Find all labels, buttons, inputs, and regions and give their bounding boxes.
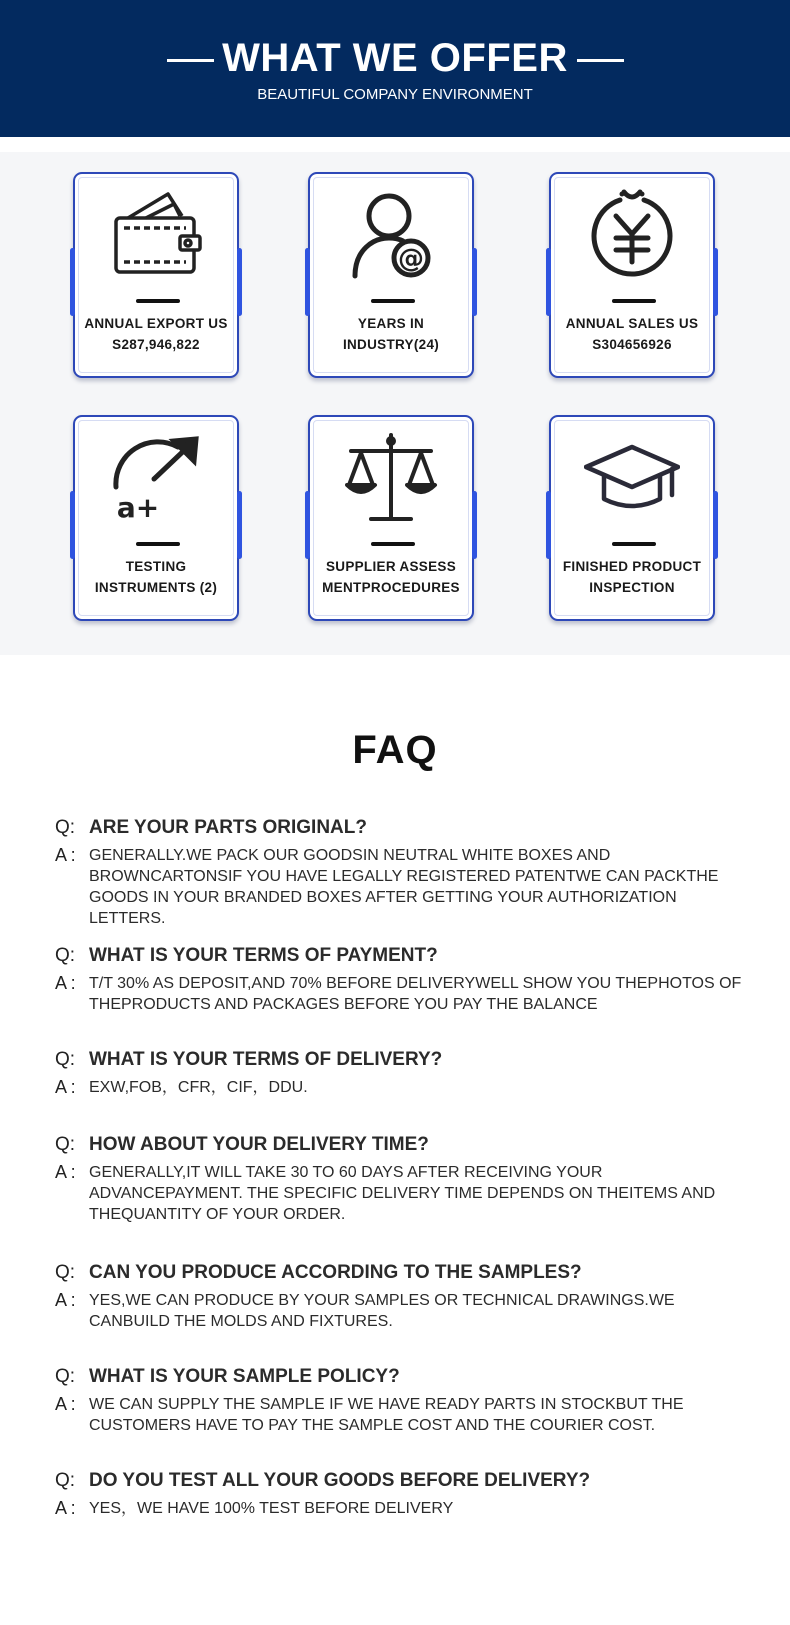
- header-banner: [0, 0, 790, 137]
- card-divider: [371, 542, 415, 546]
- answer-marker: A :: [55, 1162, 76, 1182]
- faq-item: [55, 1132, 750, 1225]
- card-divider: [136, 299, 180, 303]
- faq-item: [55, 815, 750, 929]
- svg-text:a+: a+: [116, 491, 160, 524]
- card-divider: [612, 299, 656, 303]
- answer-marker: A :: [55, 1498, 76, 1518]
- page-title: WHAT WE OFFER: [222, 36, 568, 80]
- answer-marker: A :: [55, 1290, 76, 1310]
- faq-item: [55, 1364, 750, 1436]
- offer-card-years: [308, 172, 474, 378]
- faq-item: [55, 943, 750, 1015]
- offer-label: SUPPLIER ASSESS MENTPROCEDURES: [322, 559, 460, 595]
- offer-card-inspection: [549, 415, 715, 621]
- gauge-arrow-icon: [108, 431, 204, 527]
- question-text: CAN YOU PRODUCE ACCORDING TO THE SAMPLES?: [89, 1262, 582, 1283]
- faq-heading: FAQ: [352, 728, 438, 772]
- answer-text: GENERALLY.WE PACK OUR GOODSIN NEUTRAL WHITE BOXES AND BROWNCARTONSIF YOU HAVE LEGALLY REGISTERED PATENTWE CAN PACKTHE GOODS IN YOUR BRANDED BOXES AFTER GETTING YOUR AUTHORIZATION LETTERS.: [89, 847, 719, 927]
- offer-label: TESTING INSTRUMENTS (2): [94, 559, 218, 595]
- question-text: DO YOU TEST ALL YOUR GOODS BEFORE DELIVERY?: [89, 1470, 591, 1491]
- question-marker: Q:: [55, 1134, 76, 1155]
- question-text: WHAT IS YOUR TERMS OF DELIVERY?: [89, 1049, 443, 1070]
- faq-item: [55, 1047, 750, 1098]
- page-subtitle: BEAUTIFUL COMPANY ENVIRONMENT: [257, 86, 533, 103]
- svg-text:@: @: [398, 244, 424, 274]
- question-marker: Q:: [55, 1262, 76, 1283]
- answer-text: EXW,FOB，CFR，CIF，DDU.: [89, 1079, 308, 1096]
- answer-text: T/T 30% AS DEPOSIT,AND 70% BEFORE DELIVERYWELL SHOW YOU THEPHOTOS OF THEPRODUCTS AND PACKAGES BEFORE YOU PAY THE BALANCE: [89, 975, 742, 1013]
- answer-text: YES,WE CAN PRODUCE BY YOUR SAMPLES OR TECHNICAL DRAWINGS.WE CANBUILD THE MOLDS AND FIXTURES.: [89, 1292, 675, 1330]
- faq-item: [55, 1468, 750, 1519]
- yen-coin-icon: [584, 188, 680, 284]
- user-at-icon: [343, 188, 439, 284]
- graduation-cap-icon: [584, 431, 680, 527]
- offer-card-testing: [73, 415, 239, 621]
- offer-label: ANNUAL SALES US S304656926: [565, 316, 699, 352]
- offer-label: YEARS IN INDUSTRY(24): [342, 316, 440, 352]
- answer-marker: A :: [55, 1394, 76, 1414]
- offer-card-export: [73, 172, 239, 378]
- answer-text: WE CAN SUPPLY THE SAMPLE IF WE HAVE READY PARTS IN STOCKBUT THE CUSTOMERS HAVE TO PAY THE SAMPLE COST AND THE COURIER COST.: [89, 1396, 684, 1434]
- question-text: WHAT IS YOUR SAMPLE POLICY?: [89, 1366, 400, 1387]
- question-marker: Q:: [55, 945, 76, 966]
- offer-card-supplier: [308, 415, 474, 621]
- faq-item: [55, 1260, 750, 1332]
- question-text: WHAT IS YOUR TERMS OF PAYMENT?: [89, 945, 438, 966]
- answer-text: YES，WE HAVE 100% TEST BEFORE DELIVERY: [89, 1500, 454, 1517]
- answer-text: GENERALLY,IT WILL TAKE 30 TO 60 DAYS AFTER RECEIVING YOUR ADVANCEPAYMENT. THE SPECIFIC DELIVERY TIME DEPENDS ON THEITEMS AND THEQUANTITY OF YOUR ORDER.: [89, 1164, 716, 1223]
- card-divider: [612, 542, 656, 546]
- answer-marker: A :: [55, 845, 76, 865]
- question-marker: Q:: [55, 1470, 76, 1491]
- offer-label: FINISHED PRODUCT INSPECTION: [562, 559, 702, 595]
- question-text: ARE YOUR PARTS ORIGINAL?: [89, 817, 367, 838]
- wallet-icon: [108, 188, 204, 284]
- answer-marker: A :: [55, 973, 76, 993]
- card-divider: [371, 299, 415, 303]
- answer-marker: A :: [55, 1077, 76, 1097]
- card-divider: [136, 542, 180, 546]
- question-marker: Q:: [55, 1049, 76, 1070]
- offer-card-sales: [549, 172, 715, 378]
- question-text: HOW ABOUT YOUR DELIVERY TIME?: [89, 1134, 429, 1155]
- balance-scale-icon: [343, 431, 439, 527]
- question-marker: Q:: [55, 1366, 76, 1387]
- offer-label: ANNUAL EXPORT US S287,946,822: [84, 316, 228, 352]
- question-marker: Q:: [55, 817, 76, 838]
